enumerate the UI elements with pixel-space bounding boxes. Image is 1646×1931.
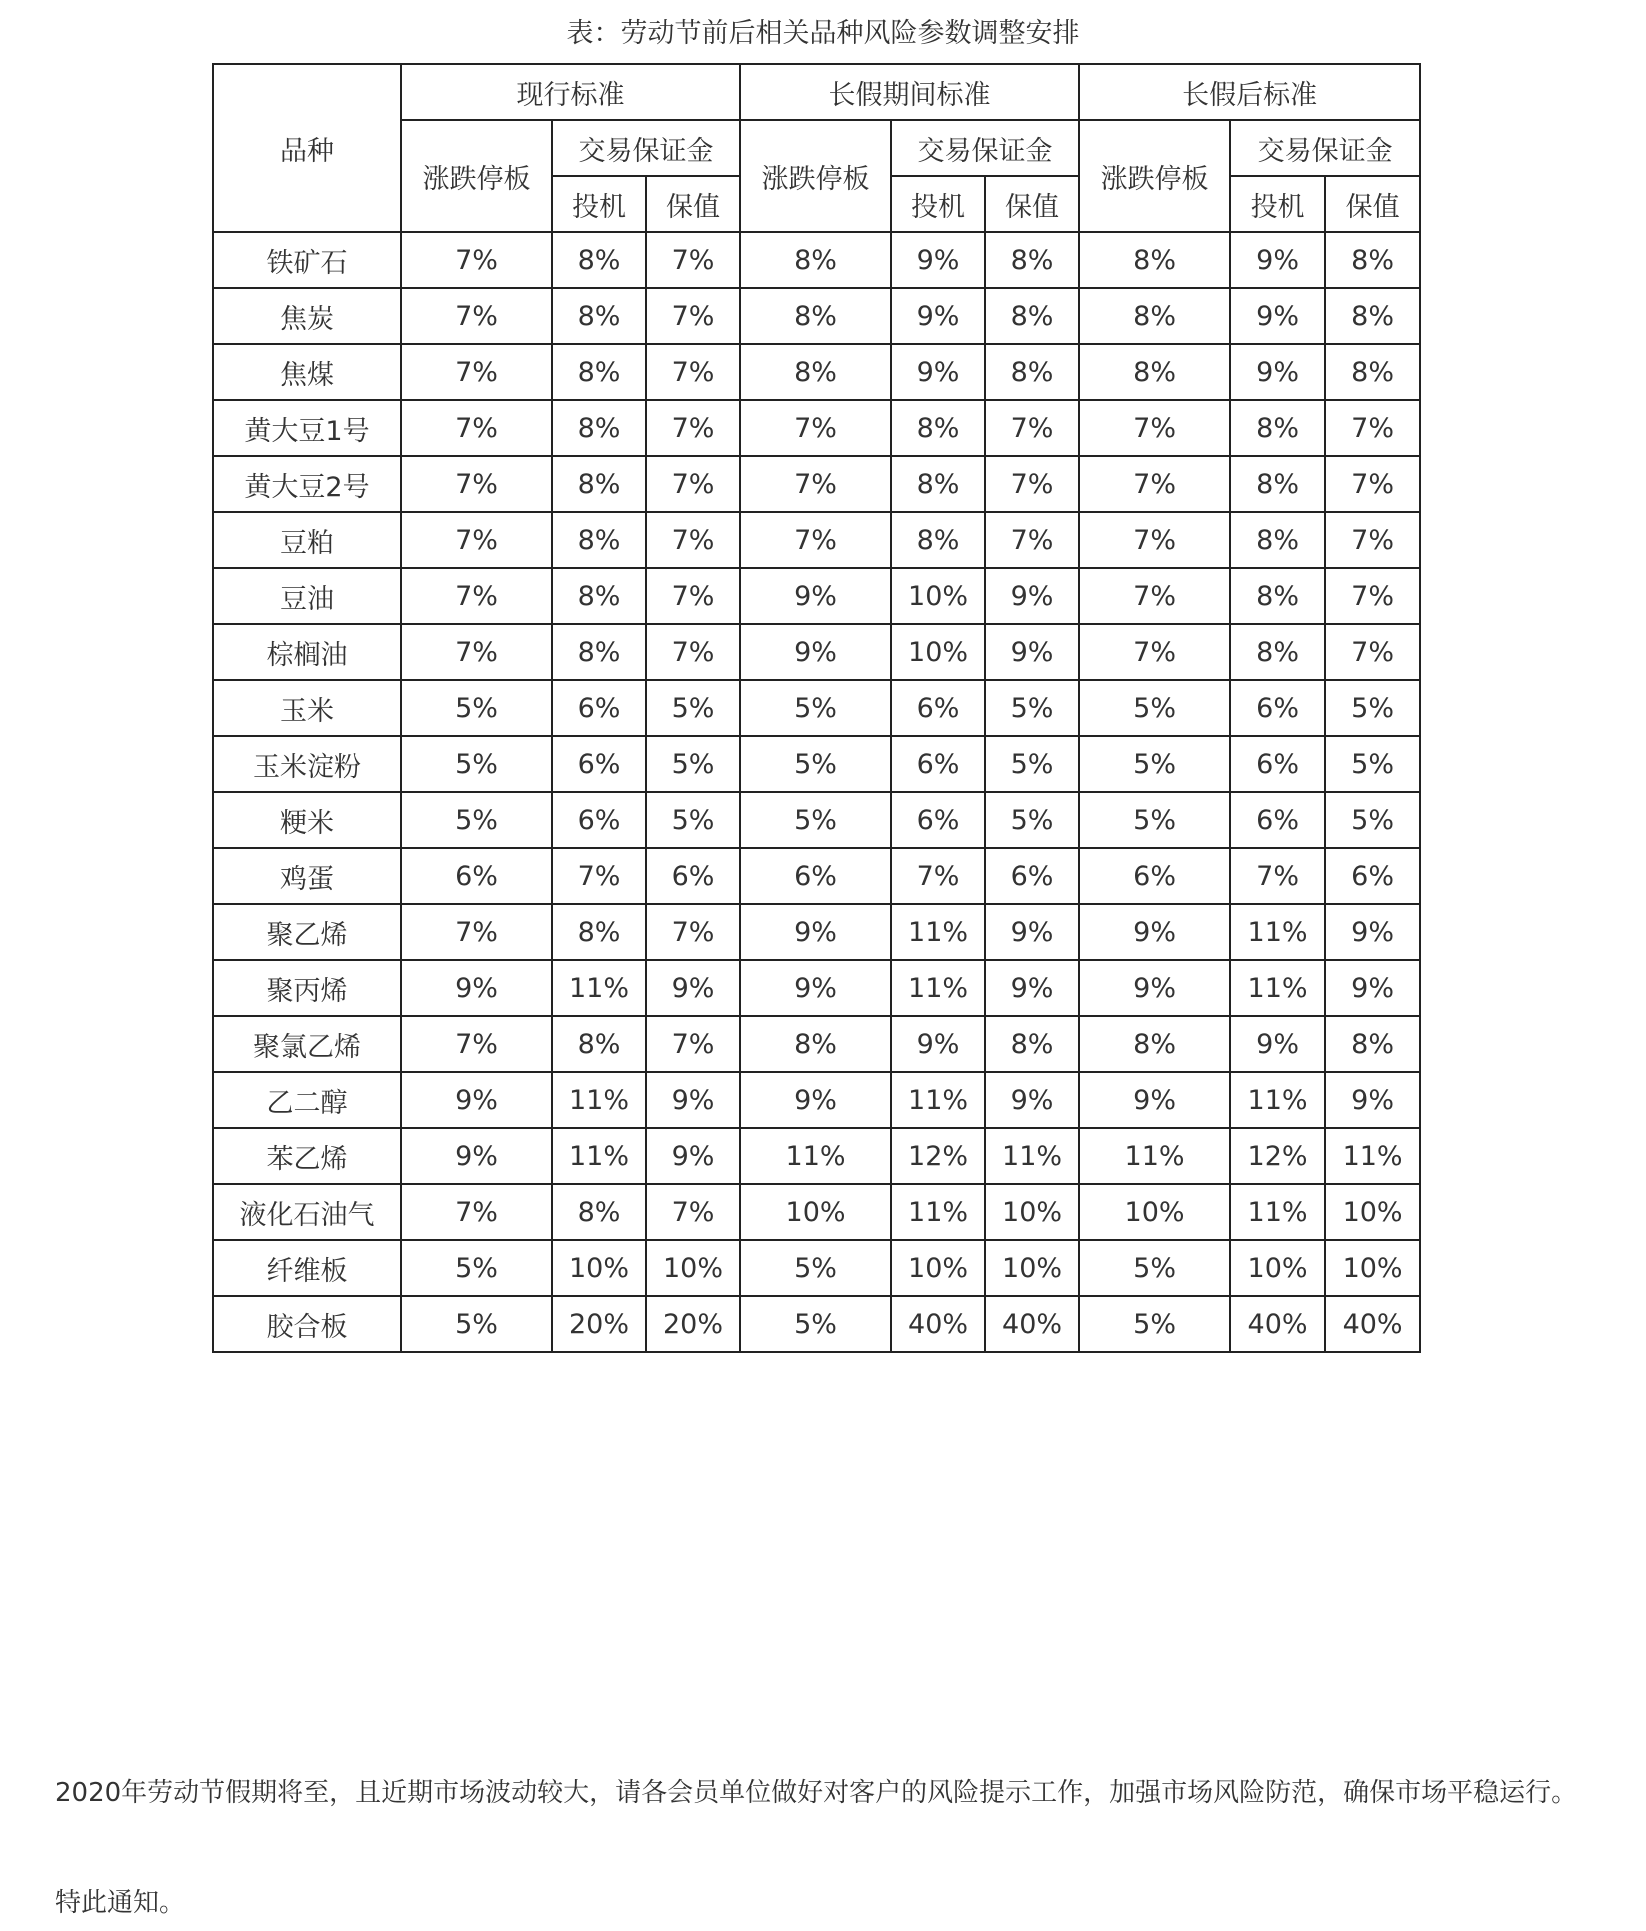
value-cell: 5%: [985, 736, 1079, 792]
value-cell: 9%: [1325, 904, 1420, 960]
value-cell: 40%: [891, 1296, 985, 1352]
value-cell: 11%: [740, 1128, 891, 1184]
value-cell: 5%: [646, 680, 740, 736]
value-cell: 7%: [401, 512, 552, 568]
value-cell: 9%: [985, 568, 1079, 624]
value-cell: 9%: [891, 288, 985, 344]
value-cell: 10%: [1079, 1184, 1230, 1240]
value-cell: 9%: [740, 624, 891, 680]
value-cell: 12%: [891, 1128, 985, 1184]
header-limit-holiday: 涨跌停板: [740, 120, 891, 232]
header-limit-current: 涨跌停板: [401, 120, 552, 232]
product-name-cell: 鸡蛋: [213, 848, 401, 904]
table-row: [213, 232, 1420, 288]
value-cell: 6%: [552, 680, 646, 736]
header-margin-current: 交易保证金: [552, 120, 740, 176]
value-cell: 7%: [552, 848, 646, 904]
value-cell: 8%: [1230, 512, 1325, 568]
value-cell: 9%: [1079, 1072, 1230, 1128]
value-cell: 6%: [1079, 848, 1230, 904]
value-cell: 6%: [740, 848, 891, 904]
value-cell: 7%: [646, 344, 740, 400]
product-name-cell: 焦煤: [213, 344, 401, 400]
product-name-cell: 纤维板: [213, 1240, 401, 1296]
product-name-cell: 聚氯乙烯: [213, 1016, 401, 1072]
value-cell: 7%: [985, 512, 1079, 568]
value-cell: 9%: [985, 904, 1079, 960]
value-cell: 9%: [1230, 288, 1325, 344]
value-cell: 11%: [1230, 960, 1325, 1016]
value-cell: 8%: [1325, 344, 1420, 400]
product-name-cell: 聚乙烯: [213, 904, 401, 960]
value-cell: 9%: [1079, 960, 1230, 1016]
value-cell: 6%: [891, 736, 985, 792]
value-cell: 11%: [891, 904, 985, 960]
value-cell: 5%: [1079, 736, 1230, 792]
value-cell: 7%: [891, 848, 985, 904]
value-cell: 9%: [740, 568, 891, 624]
table-row: [213, 848, 1420, 904]
value-cell: 9%: [1230, 1016, 1325, 1072]
value-cell: 5%: [985, 792, 1079, 848]
product-name-cell: 玉米淀粉: [213, 736, 401, 792]
product-name-cell: 黄大豆1号: [213, 400, 401, 456]
table-row: [213, 456, 1420, 512]
value-cell: 9%: [740, 960, 891, 1016]
value-cell: 10%: [1230, 1240, 1325, 1296]
value-cell: 10%: [891, 568, 985, 624]
table-row: [213, 680, 1420, 736]
value-cell: 9%: [646, 960, 740, 1016]
header-margin-after: 交易保证金: [1230, 120, 1420, 176]
value-cell: 5%: [646, 792, 740, 848]
value-cell: 7%: [646, 624, 740, 680]
value-cell: 7%: [401, 456, 552, 512]
value-cell: 6%: [646, 848, 740, 904]
value-cell: 8%: [552, 512, 646, 568]
value-cell: 5%: [740, 736, 891, 792]
value-cell: 8%: [552, 456, 646, 512]
value-cell: 11%: [1230, 1184, 1325, 1240]
header-hedge-after: 保值: [1325, 176, 1420, 232]
value-cell: 8%: [552, 1184, 646, 1240]
value-cell: 7%: [1079, 456, 1230, 512]
value-cell: 8%: [740, 232, 891, 288]
value-cell: 6%: [552, 736, 646, 792]
value-cell: 7%: [1079, 400, 1230, 456]
table-row: [213, 344, 1420, 400]
header-spec-after: 投机: [1230, 176, 1325, 232]
value-cell: 8%: [552, 232, 646, 288]
table-row: [213, 1296, 1420, 1352]
value-cell: 8%: [985, 232, 1079, 288]
value-cell: 7%: [646, 400, 740, 456]
header-row-1: [213, 64, 1420, 120]
table-row: [213, 1240, 1420, 1296]
table-row: [213, 792, 1420, 848]
value-cell: 8%: [552, 624, 646, 680]
value-cell: 7%: [1325, 512, 1420, 568]
value-cell: 7%: [1079, 568, 1230, 624]
value-cell: 6%: [985, 848, 1079, 904]
value-cell: 8%: [552, 1016, 646, 1072]
header-margin-holiday: 交易保证金: [891, 120, 1079, 176]
value-cell: 10%: [985, 1240, 1079, 1296]
value-cell: 11%: [1079, 1128, 1230, 1184]
value-cell: 9%: [891, 344, 985, 400]
value-cell: 8%: [552, 344, 646, 400]
table-row: [213, 1184, 1420, 1240]
product-name-cell: 焦炭: [213, 288, 401, 344]
header-hedge-current: 保值: [646, 176, 740, 232]
value-cell: 11%: [891, 1184, 985, 1240]
value-cell: 7%: [1325, 568, 1420, 624]
value-cell: 5%: [401, 792, 552, 848]
value-cell: 5%: [740, 680, 891, 736]
table-row: [213, 960, 1420, 1016]
value-cell: 20%: [646, 1296, 740, 1352]
value-cell: 7%: [1079, 624, 1230, 680]
value-cell: 11%: [552, 1072, 646, 1128]
value-cell: 9%: [985, 1072, 1079, 1128]
table-row: [213, 736, 1420, 792]
value-cell: 40%: [1325, 1296, 1420, 1352]
value-cell: 5%: [740, 792, 891, 848]
header-spec-holiday: 投机: [891, 176, 985, 232]
value-cell: 7%: [401, 232, 552, 288]
value-cell: 11%: [1230, 904, 1325, 960]
product-name-cell: 棕榈油: [213, 624, 401, 680]
value-cell: 7%: [985, 400, 1079, 456]
product-name-cell: 苯乙烯: [213, 1128, 401, 1184]
value-cell: 12%: [1230, 1128, 1325, 1184]
header-group-holiday: 长假期间标准: [740, 64, 1079, 120]
value-cell: 5%: [401, 1240, 552, 1296]
table-row: [213, 624, 1420, 680]
value-cell: 6%: [1230, 792, 1325, 848]
value-cell: 5%: [1325, 736, 1420, 792]
value-cell: 9%: [401, 960, 552, 1016]
value-cell: 7%: [401, 624, 552, 680]
value-cell: 7%: [646, 1016, 740, 1072]
value-cell: 9%: [401, 1128, 552, 1184]
table-body: [213, 232, 1420, 1352]
product-name-cell: 豆油: [213, 568, 401, 624]
value-cell: 6%: [891, 680, 985, 736]
risk-parameter-table: [212, 63, 1421, 1353]
value-cell: 8%: [740, 344, 891, 400]
value-cell: 9%: [1230, 232, 1325, 288]
value-cell: 8%: [1325, 232, 1420, 288]
table-row: [213, 1016, 1420, 1072]
value-cell: 7%: [646, 568, 740, 624]
value-cell: 8%: [1230, 568, 1325, 624]
value-cell: 9%: [740, 1072, 891, 1128]
value-cell: 9%: [740, 904, 891, 960]
value-cell: 5%: [646, 736, 740, 792]
product-name-cell: 黄大豆2号: [213, 456, 401, 512]
value-cell: 7%: [740, 512, 891, 568]
value-cell: 5%: [985, 680, 1079, 736]
value-cell: 5%: [1079, 1296, 1230, 1352]
value-cell: 9%: [985, 624, 1079, 680]
value-cell: 7%: [646, 904, 740, 960]
header-limit-after: 涨跌停板: [1079, 120, 1230, 232]
value-cell: 7%: [646, 288, 740, 344]
product-name-cell: 玉米: [213, 680, 401, 736]
value-cell: 11%: [891, 1072, 985, 1128]
value-cell: 8%: [1079, 232, 1230, 288]
closing-paragraph: 特此通知。: [55, 1888, 186, 1918]
header-hedge-holiday: 保值: [985, 176, 1079, 232]
value-cell: 7%: [646, 232, 740, 288]
value-cell: 8%: [552, 288, 646, 344]
table-row: [213, 512, 1420, 568]
value-cell: 7%: [401, 1016, 552, 1072]
table-row: [213, 400, 1420, 456]
value-cell: 8%: [891, 456, 985, 512]
value-cell: 7%: [646, 456, 740, 512]
value-cell: 8%: [1325, 288, 1420, 344]
value-cell: 8%: [985, 344, 1079, 400]
table-row: [213, 288, 1420, 344]
value-cell: 7%: [740, 456, 891, 512]
notice-paragraph: 2020年劳动节假期将至，且近期市场波动较大，请各会员单位做好对客户的风险提示工作，加强市场风险防范，确保市场平稳运行。: [55, 1778, 1578, 1808]
value-cell: 5%: [740, 1240, 891, 1296]
value-cell: 6%: [891, 792, 985, 848]
value-cell: 6%: [401, 848, 552, 904]
value-cell: 5%: [1325, 680, 1420, 736]
value-cell: 8%: [552, 904, 646, 960]
value-cell: 9%: [1079, 904, 1230, 960]
value-cell: 7%: [1325, 624, 1420, 680]
value-cell: 9%: [1325, 960, 1420, 1016]
value-cell: 10%: [891, 624, 985, 680]
value-cell: 10%: [1325, 1184, 1420, 1240]
value-cell: 7%: [985, 456, 1079, 512]
value-cell: 8%: [985, 288, 1079, 344]
value-cell: 5%: [1079, 1240, 1230, 1296]
product-name-cell: 聚丙烯: [213, 960, 401, 1016]
value-cell: 9%: [1230, 344, 1325, 400]
value-cell: 11%: [985, 1128, 1079, 1184]
value-cell: 5%: [401, 680, 552, 736]
value-cell: 9%: [891, 232, 985, 288]
value-cell: 9%: [891, 1016, 985, 1072]
value-cell: 11%: [552, 1128, 646, 1184]
header-spec-current: 投机: [552, 176, 646, 232]
value-cell: 7%: [1325, 456, 1420, 512]
header-group-current: 现行标准: [401, 64, 740, 120]
table-row: [213, 904, 1420, 960]
value-cell: 7%: [1230, 848, 1325, 904]
value-cell: 9%: [401, 1072, 552, 1128]
product-name-cell: 豆粕: [213, 512, 401, 568]
value-cell: 5%: [1079, 680, 1230, 736]
value-cell: 8%: [891, 400, 985, 456]
value-cell: 8%: [552, 568, 646, 624]
value-cell: 7%: [401, 568, 552, 624]
value-cell: 9%: [1325, 1072, 1420, 1128]
value-cell: 7%: [401, 288, 552, 344]
value-cell: 6%: [1230, 736, 1325, 792]
value-cell: 10%: [891, 1240, 985, 1296]
value-cell: 9%: [646, 1072, 740, 1128]
value-cell: 5%: [740, 1296, 891, 1352]
value-cell: 5%: [1079, 792, 1230, 848]
value-cell: 6%: [1230, 680, 1325, 736]
value-cell: 7%: [401, 904, 552, 960]
value-cell: 11%: [891, 960, 985, 1016]
value-cell: 20%: [552, 1296, 646, 1352]
value-cell: 40%: [1230, 1296, 1325, 1352]
value-cell: 8%: [1325, 1016, 1420, 1072]
value-cell: 7%: [1079, 512, 1230, 568]
value-cell: 11%: [1230, 1072, 1325, 1128]
header-group-after: 长假后标准: [1079, 64, 1420, 120]
value-cell: 11%: [1325, 1128, 1420, 1184]
header-product: 品种: [213, 64, 401, 232]
value-cell: 6%: [552, 792, 646, 848]
value-cell: 7%: [740, 400, 891, 456]
value-cell: 7%: [1325, 400, 1420, 456]
table-caption: 表：劳动节前后相关品种风险参数调整安排: [566, 18, 1080, 49]
value-cell: 6%: [1325, 848, 1420, 904]
value-cell: 5%: [401, 736, 552, 792]
value-cell: 5%: [401, 1296, 552, 1352]
product-name-cell: 乙二醇: [213, 1072, 401, 1128]
value-cell: 8%: [1230, 456, 1325, 512]
value-cell: 10%: [646, 1240, 740, 1296]
value-cell: 8%: [1079, 288, 1230, 344]
product-name-cell: 液化石油气: [213, 1184, 401, 1240]
product-name-cell: 粳米: [213, 792, 401, 848]
value-cell: 40%: [985, 1296, 1079, 1352]
value-cell: 10%: [985, 1184, 1079, 1240]
value-cell: 8%: [1230, 400, 1325, 456]
value-cell: 8%: [1079, 1016, 1230, 1072]
table-row: [213, 1128, 1420, 1184]
value-cell: 10%: [552, 1240, 646, 1296]
value-cell: 11%: [552, 960, 646, 1016]
value-cell: 8%: [740, 288, 891, 344]
value-cell: 8%: [740, 1016, 891, 1072]
value-cell: 7%: [646, 512, 740, 568]
value-cell: 8%: [891, 512, 985, 568]
value-cell: 10%: [740, 1184, 891, 1240]
product-name-cell: 胶合板: [213, 1296, 401, 1352]
product-name-cell: 铁矿石: [213, 232, 401, 288]
value-cell: 7%: [646, 1184, 740, 1240]
value-cell: 8%: [1230, 624, 1325, 680]
value-cell: 8%: [1079, 344, 1230, 400]
value-cell: 9%: [646, 1128, 740, 1184]
value-cell: 5%: [1325, 792, 1420, 848]
value-cell: 9%: [985, 960, 1079, 1016]
table-row: [213, 1072, 1420, 1128]
value-cell: 7%: [401, 1184, 552, 1240]
value-cell: 7%: [401, 400, 552, 456]
value-cell: 8%: [985, 1016, 1079, 1072]
value-cell: 10%: [1325, 1240, 1420, 1296]
table-row: [213, 568, 1420, 624]
value-cell: 8%: [552, 400, 646, 456]
value-cell: 7%: [401, 344, 552, 400]
